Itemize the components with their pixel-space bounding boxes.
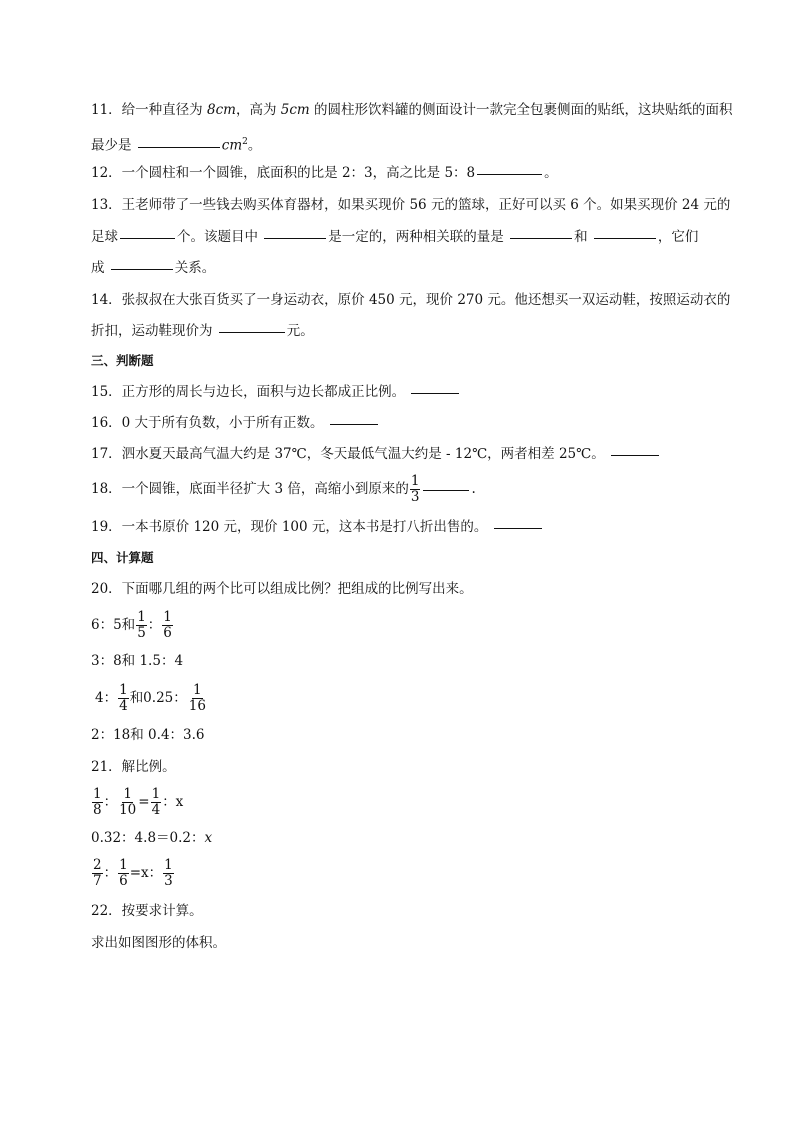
q13-text: 和 xyxy=(574,229,592,245)
fraction: $\frac{1}{6}$ xyxy=(119,857,128,889)
q13-text: 个。该题目中 xyxy=(177,229,263,245)
q11-text: 最少是 xyxy=(91,137,136,154)
section-heading-judgment: 三、判断题 xyxy=(91,353,154,368)
fraction: $\frac{1}{3}$ xyxy=(410,473,420,505)
q14-text: 14．张叔叔在大张百货买了一身运动衣，原价 450 元，现价 270 元。他还想买一双运动鞋，按照运动衣的 xyxy=(91,292,731,308)
answer-blank[interactable] xyxy=(411,392,459,394)
q11-unit-cm: cm xyxy=(289,102,310,118)
q14-text: 折扣，运动鞋现价为 xyxy=(91,323,217,339)
q13-text: ，它们 xyxy=(657,229,699,245)
question-17 xyxy=(91,445,661,463)
question-18 xyxy=(91,473,476,505)
q11-text: 11．给一种直径为 xyxy=(91,102,207,118)
question-13-line-3 xyxy=(91,259,215,277)
fraction: $\frac{1}{5}$ xyxy=(137,609,146,641)
question-16 xyxy=(91,414,380,432)
answer-blank[interactable] xyxy=(219,331,285,333)
answer-blank[interactable] xyxy=(494,527,542,529)
q20-row-4: 2：18和 0.4：3.6 xyxy=(91,727,205,743)
q18-text: . xyxy=(471,481,476,497)
q11-text: 的圆柱形饮料罐的侧面设计一款完全包裹侧面的贴纸，这块贴纸的面积 xyxy=(309,102,733,118)
answer-blank[interactable] xyxy=(264,237,326,239)
q21-row-2: 0.32：4.8＝0.2：x xyxy=(91,830,213,846)
q13-text: 关系。 xyxy=(174,260,216,276)
fraction: $\frac{1}{10}$ xyxy=(119,786,137,818)
q18-text: 18．一个圆锥，底面半径扩大 3 倍，高缩小到原来的 xyxy=(91,481,409,497)
q13-text: 13．王老师带了一些钱去购买体育器材，如果买现价 56 元的篮球，正好可以买 6 个。如果买现价 24 元的 xyxy=(91,197,731,213)
question-20-title: 20．下面哪几组的两个比可以组成比例？把组成的比例写出来。 xyxy=(91,581,473,597)
question-22-title: 22．按要求计算。 xyxy=(91,903,203,919)
answer-blank[interactable] xyxy=(611,454,659,456)
answer-blank[interactable] xyxy=(120,237,175,239)
q20-row-2: 3：8和 1.5：4 xyxy=(91,653,184,669)
q11-superscript: 2 xyxy=(242,137,248,147)
question-12 xyxy=(91,164,558,182)
fraction: $\frac{1}{4}$ xyxy=(151,786,161,818)
fraction: $\frac{1}{16}$ xyxy=(188,682,206,714)
q19-text: 19．一本书原价 120 元，现价 100 元，这本书是打八折出售的。 xyxy=(91,519,488,535)
answer-blank[interactable] xyxy=(477,173,542,175)
fraction: $\frac{2}{7}$ xyxy=(93,857,102,889)
q21-row-1: $\frac{1}{8}$ ： $\frac{1}{10}$ = $\frac{1}{4}$ ：x xyxy=(93,786,184,818)
q13-text: 足球 xyxy=(91,229,118,245)
fraction: $\frac{1}{4}$ xyxy=(119,682,128,714)
answer-blank[interactable] xyxy=(594,237,656,239)
q17-text: 17．泗水夏天最高气温大约是 37℃，冬天最低气温大约是 - 12℃，两者相差 25℃。 xyxy=(91,446,605,462)
q16-text: 16．0 大于所有负数，小于所有正数。 xyxy=(91,415,324,431)
q14-text: 元。 xyxy=(286,323,314,339)
q12-text: 。 xyxy=(544,165,558,181)
q11-text: ，高为 xyxy=(235,102,281,118)
question-11-line-1 xyxy=(91,101,733,119)
question-11-line-2 xyxy=(91,133,261,155)
answer-blank[interactable] xyxy=(510,237,572,239)
q13-text: 成 xyxy=(91,260,109,276)
q13-text: 是一定的，两种相关联的量是 xyxy=(328,229,509,245)
q15-text: 15．正方形的周长与边长，面积与边长都成正比例。 xyxy=(91,384,406,400)
answer-blank[interactable] xyxy=(111,268,173,270)
question-19 xyxy=(91,518,544,536)
question-13-line-1 xyxy=(91,196,730,214)
question-14-line-2 xyxy=(91,322,314,340)
answer-blank[interactable] xyxy=(330,423,378,425)
answer-blank[interactable] xyxy=(138,146,220,148)
question-22-subtitle: 求出如图图形的体积。 xyxy=(91,935,226,951)
fraction: $\frac{1}{6}$ xyxy=(163,609,172,641)
q12-text: 12．一个圆柱和一个圆锥，底面积的比是 2：3，高之比是 5：8 xyxy=(91,165,476,181)
section-heading-calculation: 四、计算题 xyxy=(91,550,154,565)
q11-diameter: 8 xyxy=(206,102,216,118)
fraction: $\frac{1}{3}$ xyxy=(164,857,173,889)
question-15 xyxy=(91,383,461,401)
q20-row-1: 6：5和 $\frac{1}{5}$ ： $\frac{1}{6}$ xyxy=(91,609,172,641)
answer-blank[interactable] xyxy=(423,489,469,491)
fraction: $\frac{1}{8}$ xyxy=(93,786,102,818)
question-14-line-1 xyxy=(91,291,730,309)
q20-row-3: 4： $\frac{1}{4}$ 和0.25： $\frac{1}{16}$ xyxy=(95,682,206,714)
q21-row-3: $\frac{2}{7}$ ： $\frac{1}{6}$ =x： $\frac{1}{3}$ xyxy=(93,857,173,889)
q11-text: 。 xyxy=(247,137,262,154)
q11-unit-cm: cm xyxy=(215,102,236,118)
question-13-line-2 xyxy=(91,228,698,246)
q11-height: 5 xyxy=(280,102,290,118)
question-21-title: 21．解比例。 xyxy=(91,759,176,775)
q11-area-unit: cm xyxy=(221,137,243,154)
